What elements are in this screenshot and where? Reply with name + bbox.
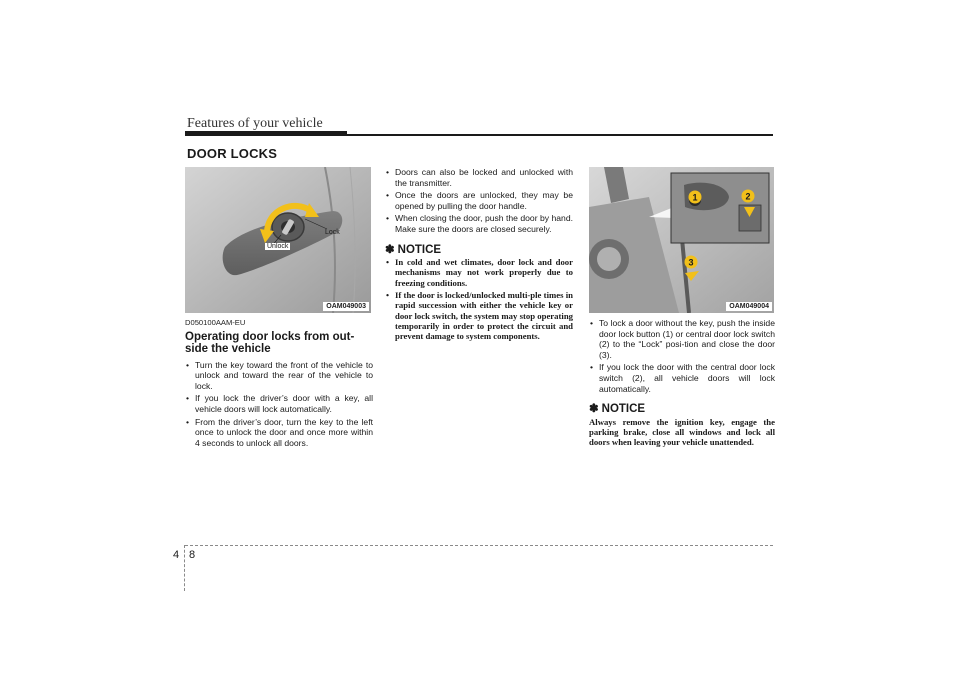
section-title: Features of your vehicle [187, 116, 323, 131]
notice-title-text: NOTICE [601, 403, 646, 416]
callout-1: 1 [692, 192, 698, 203]
bullet-list [385, 167, 573, 235]
notice-bullet-list [385, 257, 573, 341]
header-tab-bar [185, 131, 347, 136]
callout-2: 2 [745, 191, 751, 202]
notice-star-icon: ✽ [385, 243, 395, 256]
list-item: • If you lock the driver’s door with a key, all vehicle doors will lock automatically. [185, 393, 373, 414]
footer-rule [185, 545, 773, 546]
list-item: • Doors can also be locked and unlocked with the transmitter. [385, 167, 573, 188]
bullet-list [589, 318, 775, 394]
column-1 [185, 318, 373, 450]
callout-3: 3 [688, 257, 694, 268]
notice-star-icon: ✽ [589, 403, 599, 416]
lock-label: Lock [325, 229, 340, 236]
figure-interior-door-lock [589, 167, 774, 313]
document-code: D050100AAM-EU [185, 318, 246, 327]
list-item: • In cold and wet climates, door lock and door mechanisms may not work properly due to freezing conditions. [385, 257, 573, 288]
notice-title [385, 245, 573, 256]
footer-divider [184, 545, 185, 591]
column-3 [589, 318, 775, 448]
list-item: • Turn the key toward the front of the vehicle to unlock and toward the rear of the vehicle to lock. [185, 360, 373, 392]
list-item: • If the door is locked/unlocked multi-ple times in rapid succession with either the vehicle key or door lock switch, the system may stop operating temporarily in order to protect the circuit and prevent damage to system components. [385, 290, 573, 341]
figure-code: OAM049004 [726, 302, 772, 311]
list-item: • To lock a door without the key, push the inside door lock button (1) or central door lock switch (2) to the “Lock” posi-tion and close the door (3). [589, 318, 775, 360]
interior-door-lock-illustration [589, 167, 774, 313]
figure-door-key-lock [185, 167, 371, 313]
unlock-label: Unlock [267, 243, 289, 250]
figure-code: OAM049003 [323, 302, 369, 311]
list-item: • From the driver’s door, turn the key to the left once to unlock the door and once more within 4 seconds to unlock all doors. [185, 417, 373, 449]
column-2 [385, 167, 573, 344]
notice-text: Always remove the ignition key, engage the parking brake, close all windows and lock all doors when leaving your vehicle unattended. [589, 416, 775, 448]
notice-title [589, 404, 775, 415]
notice-title-text: NOTICE [397, 243, 442, 256]
subheading-outside-locks: Operating door locks from out-side the vehicle [185, 330, 355, 356]
chapter-heading: DOOR LOCKS [187, 146, 278, 161]
list-item: • Once the doors are unlocked, they may be opened by pulling the door handle. [385, 190, 573, 211]
door-key-lock-illustration [185, 167, 371, 313]
bullet-list [185, 360, 373, 449]
page-number: 8 [189, 549, 196, 561]
list-item: • When closing the door, push the door by hand. Make sure the doors are closed securely. [385, 213, 573, 234]
list-item: • If you lock the door with the central door lock switch (2), all vehicle doors will lock automatically. [589, 362, 775, 394]
chapter-number: 4 [173, 549, 180, 561]
